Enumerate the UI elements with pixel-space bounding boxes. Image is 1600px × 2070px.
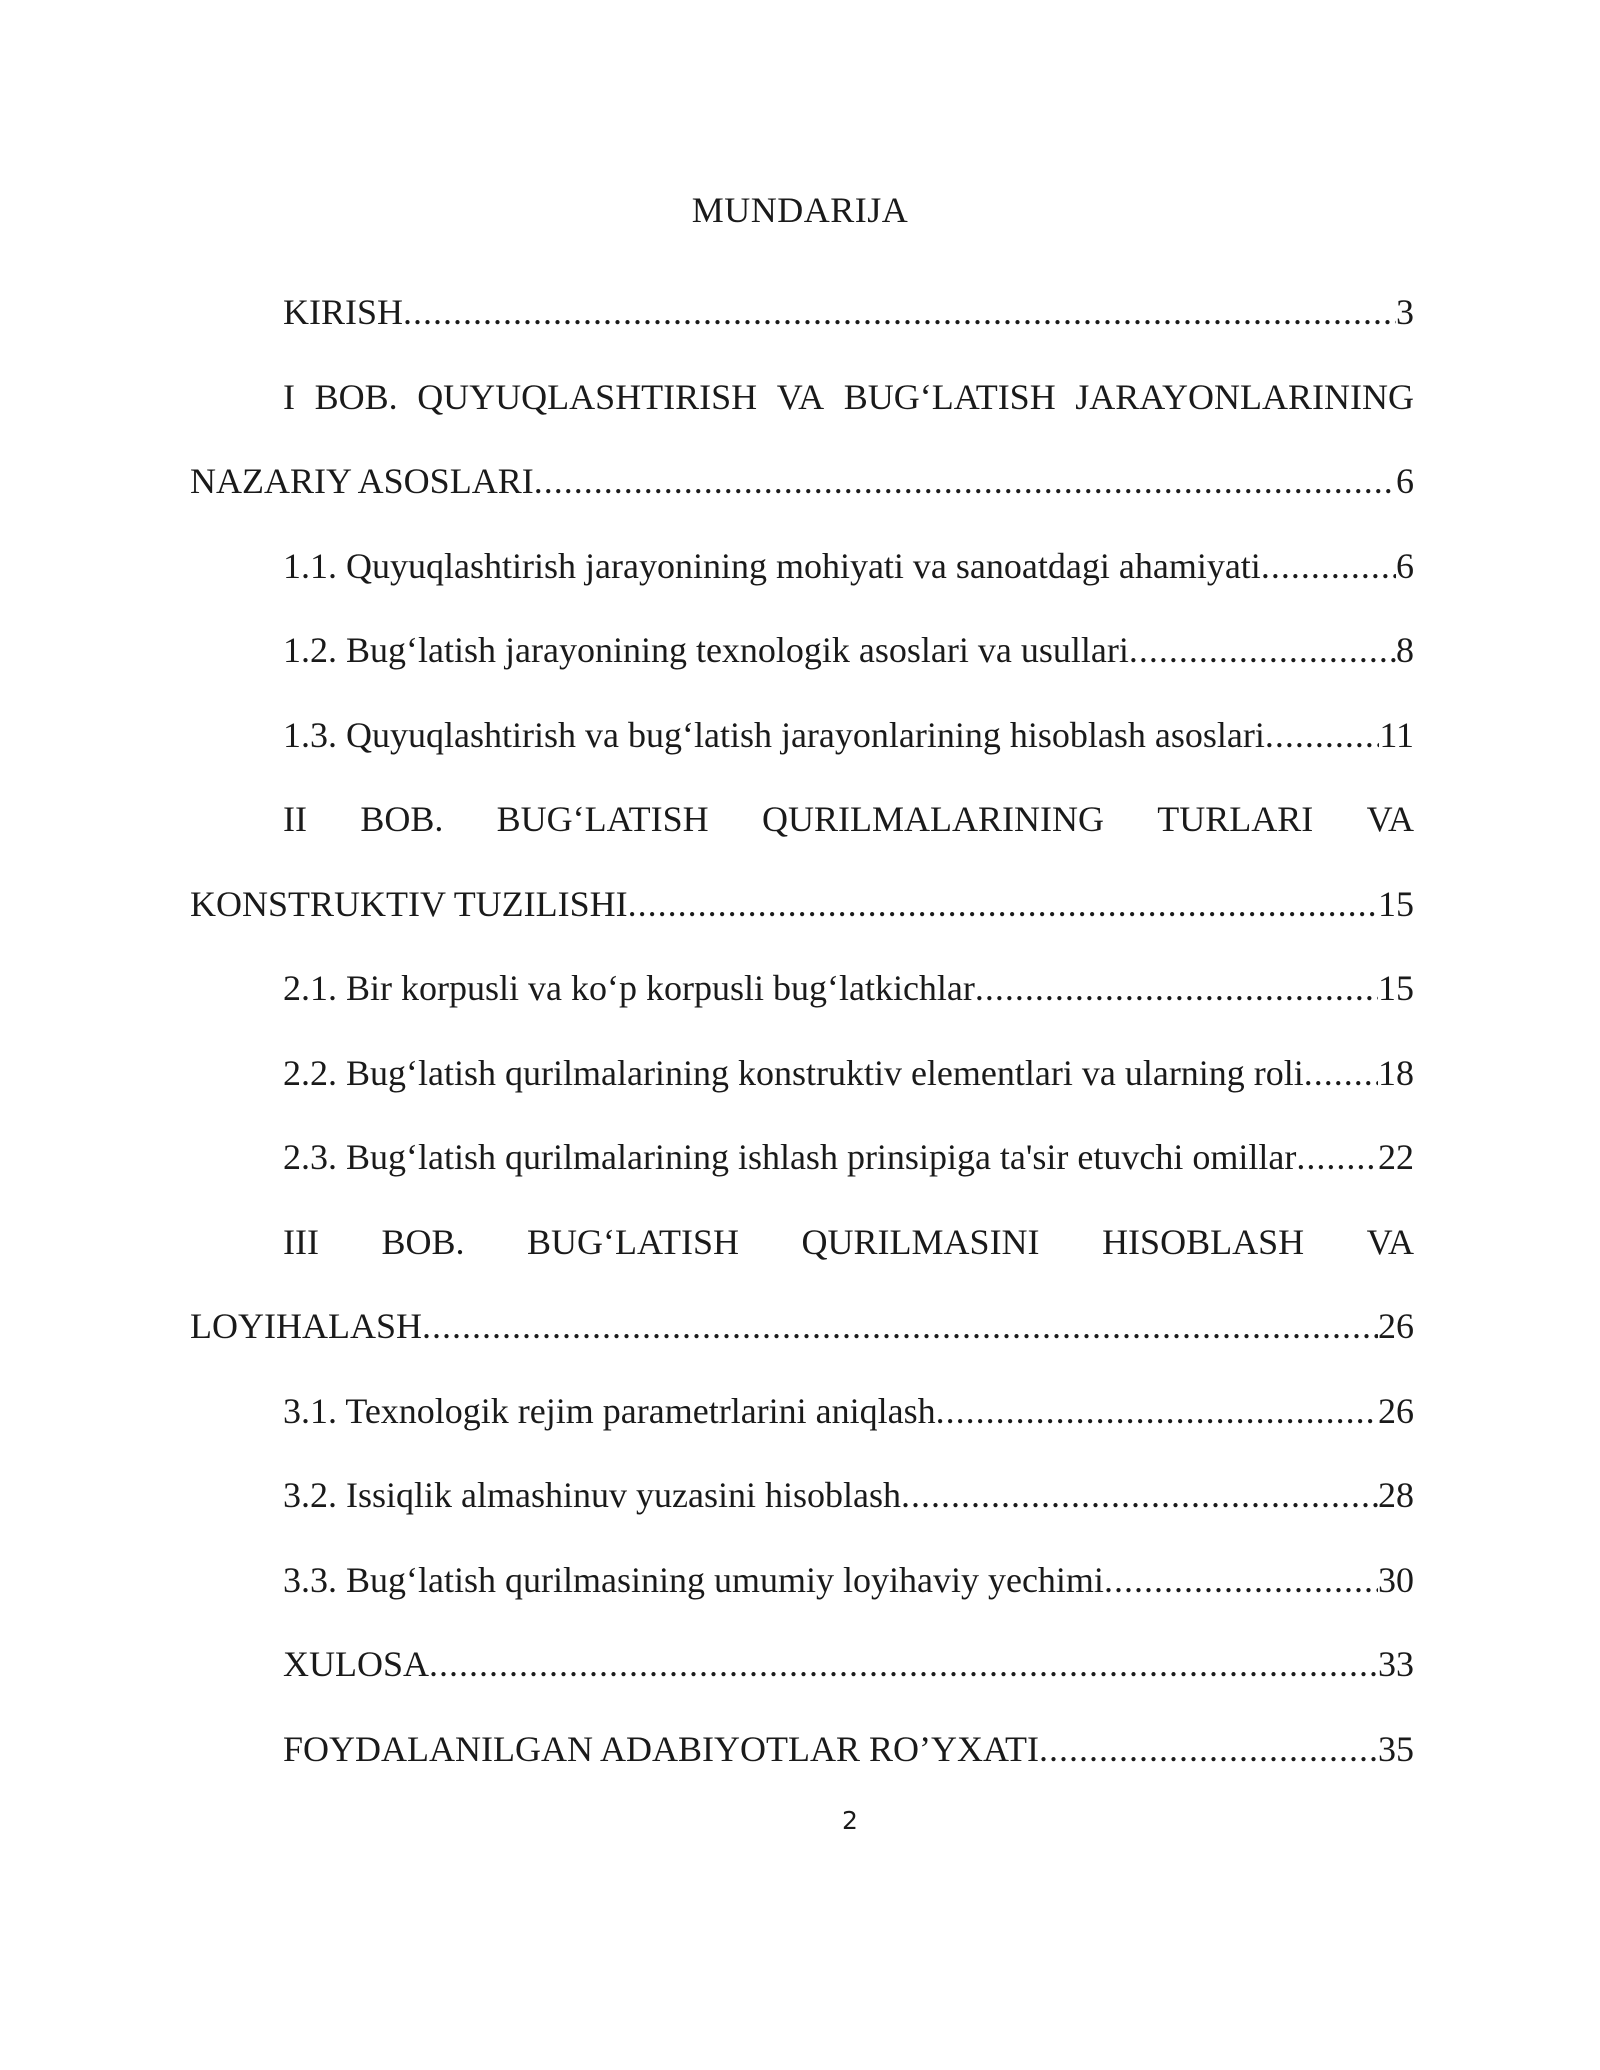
chapter-word: BOB. bbox=[381, 1221, 465, 1262]
chapter-word: BOB. bbox=[314, 376, 398, 417]
toc-chapter-1-heading[interactable] bbox=[190, 355, 1414, 440]
toc-entry-2-2[interactable] bbox=[190, 1031, 1414, 1116]
dot-leader bbox=[1296, 1135, 1378, 1179]
toc-entry-title: 3.3. Bug‘latish qurilmasining umumiy loyihaviy yechimi bbox=[283, 1559, 1104, 1600]
toc-entry-page: 11 bbox=[1379, 714, 1414, 755]
dot-leader bbox=[1265, 713, 1379, 757]
toc-entry-adabiyotlar[interactable] bbox=[190, 1707, 1414, 1792]
toc-entry-page: 26 bbox=[1378, 1390, 1414, 1431]
toc-entry-1-3[interactable] bbox=[190, 693, 1414, 778]
toc-entry-page: 33 bbox=[1378, 1644, 1414, 1684]
toc-chapter-2-continuation[interactable] bbox=[190, 862, 1414, 947]
toc-entry-page: 35 bbox=[1378, 1728, 1414, 1769]
toc-entry-3-2[interactable] bbox=[190, 1453, 1414, 1538]
dot-leader bbox=[1039, 1727, 1378, 1771]
chapter-word: I bbox=[283, 376, 295, 417]
toc-entry-page: 3 bbox=[1396, 292, 1414, 332]
chapter-word: BUG‘LATISH bbox=[843, 376, 1056, 417]
chapter-word: VA bbox=[1366, 1221, 1414, 1262]
chapter-word: QURILMALARINING bbox=[762, 799, 1104, 839]
dot-leader bbox=[1104, 1558, 1378, 1602]
toc-entry-2-3[interactable] bbox=[190, 1115, 1414, 1200]
toc-entry-3-3[interactable] bbox=[190, 1538, 1414, 1623]
toc-entry-page: 15 bbox=[1378, 883, 1414, 924]
toc-entry-title: KIRISH bbox=[283, 292, 404, 332]
toc-entry-title: 3.2. Issiqlik almashinuv yuzasini hisoblash bbox=[283, 1475, 901, 1515]
dot-leader bbox=[936, 1389, 1378, 1433]
toc-entry-page: 18 bbox=[1378, 1052, 1414, 1093]
toc-entry-xulosa[interactable] bbox=[190, 1622, 1414, 1707]
toc-chapter-3-continuation[interactable] bbox=[190, 1284, 1414, 1369]
toc-entry-3-1[interactable] bbox=[190, 1369, 1414, 1454]
toc-entry-title: 2.2. Bug‘latish qurilmalarining konstruktiv elementlari va ularning roli bbox=[283, 1052, 1304, 1093]
toc-entry-title: 3.1. Texnologik rejim parametrlarini aniqlash bbox=[283, 1390, 936, 1431]
toc-entry-title: LOYIHALASH bbox=[190, 1306, 422, 1346]
toc-chapter-1-continuation[interactable] bbox=[190, 439, 1414, 524]
toc-entry-page: 28 bbox=[1378, 1475, 1414, 1515]
dot-leader bbox=[901, 1473, 1378, 1517]
toc-entry-title: KONSTRUKTIV TUZILISHI bbox=[190, 883, 628, 924]
chapter-word: VA bbox=[776, 376, 825, 417]
toc-entry-page: 6 bbox=[1396, 461, 1414, 501]
page-title: MUNDARIJA bbox=[691, 190, 909, 230]
toc-entry-title: 1.1. Quyuqlashtirish jarayonining mohiyati va sanoatdagi ahamiyati bbox=[283, 545, 1261, 586]
dot-leader bbox=[429, 1642, 1378, 1686]
toc-entry-title: 2.3. Bug‘latish qurilmalarining ishlash prinsipiga ta'sir etuvchi omillar bbox=[283, 1137, 1297, 1177]
chapter-word: QUYUQLASHTIRISH bbox=[417, 376, 758, 417]
chapter-word: BUG‘LATISH bbox=[496, 799, 709, 839]
chapter-word: BUG‘LATISH bbox=[527, 1221, 740, 1262]
dot-leader bbox=[422, 1304, 1378, 1348]
toc-entry-kirish[interactable] bbox=[190, 270, 1414, 355]
toc-entry-1-2[interactable] bbox=[190, 608, 1414, 693]
toc-entry-page: 15 bbox=[1378, 968, 1414, 1008]
dot-leader bbox=[403, 290, 1396, 334]
chapter-word: BOB. bbox=[360, 799, 444, 839]
toc-entry-page: 26 bbox=[1378, 1306, 1414, 1346]
dot-leader bbox=[1129, 628, 1396, 672]
chapter-word: VA bbox=[1366, 799, 1414, 839]
table-of-contents bbox=[190, 270, 1414, 1791]
chapter-word: QURILMASINI bbox=[801, 1221, 1040, 1262]
toc-entry-1-1[interactable] bbox=[190, 524, 1414, 609]
dot-leader bbox=[628, 882, 1378, 926]
toc-entry-title: NAZARIY ASOSLARI bbox=[190, 461, 534, 501]
toc-chapter-3-heading[interactable] bbox=[190, 1200, 1414, 1285]
toc-entry-page: 8 bbox=[1396, 630, 1414, 670]
toc-entry-title: 2.1. Bir korpusli va ko‘p korpusli bug‘latkichlar bbox=[283, 968, 975, 1008]
chapter-word: TURLARI bbox=[1157, 799, 1314, 839]
toc-entry-title: 1.3. Quyuqlashtirish va bug‘latish jarayonlarining hisoblash asoslari bbox=[283, 714, 1265, 755]
toc-entry-title: FOYDALANILGAN ADABIYOTLAR RO’YXATI bbox=[283, 1728, 1039, 1769]
toc-entry-title: XULOSA bbox=[283, 1644, 430, 1684]
chapter-word: HISOBLASH bbox=[1102, 1221, 1305, 1262]
toc-entry-page: 30 bbox=[1378, 1559, 1414, 1600]
dot-leader bbox=[534, 459, 1396, 503]
dot-leader bbox=[1304, 1051, 1378, 1095]
toc-entry-2-1[interactable] bbox=[190, 946, 1414, 1031]
chapter-word: III bbox=[283, 1221, 319, 1262]
toc-chapter-2-heading[interactable] bbox=[190, 777, 1414, 862]
dot-leader bbox=[1261, 544, 1396, 588]
chapter-word: II bbox=[283, 799, 307, 839]
toc-entry-page: 22 bbox=[1378, 1137, 1414, 1177]
dot-leader bbox=[975, 966, 1378, 1010]
toc-entry-page: 6 bbox=[1396, 545, 1414, 586]
page-number: 2 bbox=[842, 1806, 858, 1835]
toc-entry-title: 1.2. Bug‘latish jarayonining texnologik asoslari va usullari bbox=[283, 630, 1129, 670]
chapter-word: JARAYONLARINING bbox=[1075, 376, 1414, 417]
